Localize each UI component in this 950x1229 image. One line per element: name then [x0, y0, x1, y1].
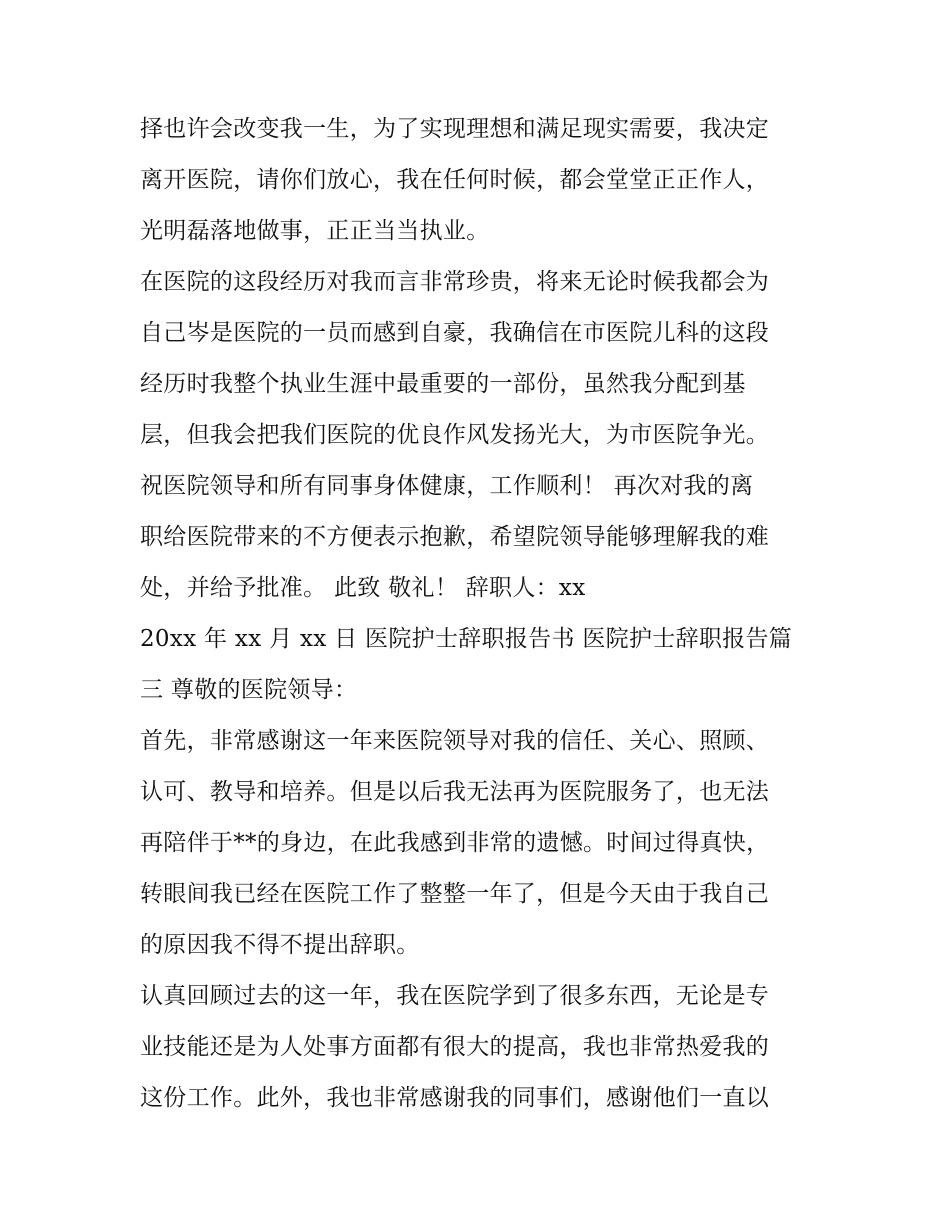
- text-line-8: 祝医院领导和所有同事身体健康，工作顺利！ 再次对我的离: [140, 473, 754, 499]
- text-line-15: 再陪伴于**的身边，在此我感到非常的遗憾。时间过得真快，: [140, 830, 770, 856]
- text-line-13: 首先，非常感谢这一年来医院领导对我的信任、关心、照顾、: [140, 728, 770, 754]
- text-line-12: 三 尊敬的医院领导：: [140, 677, 358, 703]
- text-line-1: 择也许会改变我一生，为了实现理想和满足现实需要，我决定: [140, 116, 770, 142]
- text-line-9: 职给医院带来的不方便表示抱歉，希望院领导能够理解我的难: [140, 524, 770, 550]
- text-line-19: 业技能还是为人处事方面都有很大的提高，我也非常热爱我的: [140, 1034, 770, 1060]
- text-line-4: 在医院的这段经历对我而言非常珍贵，将来无论时候我都会为: [140, 269, 770, 295]
- text-line-14: 认可、教导和培养。但是以后我无法再为医院服务了，也无法: [140, 779, 770, 805]
- text-line-16: 转眼间我已经在医院工作了整整一年了，但是今天由于我自己: [140, 881, 770, 907]
- text-line-18: 认真回顾过去的这一年，我在医院学到了很多东西，无论是专: [140, 983, 770, 1009]
- text-line-11: 20xx 年 xx 月 xx 日 医院护士辞职报告书 医院护士辞职报告篇: [140, 626, 793, 652]
- text-line-5: 自己岑是医院的一员而感到自豪，我确信在市医院儿科的这段: [140, 320, 770, 346]
- text-line-10: 处，并给予批准。 此致 敬礼！ 辞职人：xx: [140, 575, 586, 601]
- text-line-7: 层，但我会把我们医院的优良作风发扬光大，为市医院争光。: [140, 422, 770, 448]
- text-line-2: 离开医院，请你们放心，我在任何时候，都会堂堂正正作人，: [140, 167, 770, 193]
- text-line-3: 光明磊落地做事，正正当当执业。: [140, 218, 490, 244]
- text-line-20: 这份工作。此外，我也非常感谢我的同事们，感谢他们一直以: [140, 1085, 770, 1111]
- document-body: [140, 104, 820, 1124]
- text-line-6: 经历时我整个执业生涯中最重要的一部份，虽然我分配到基: [140, 371, 746, 397]
- text-line-17: 的原因我不得不提出辞职。: [140, 932, 420, 958]
